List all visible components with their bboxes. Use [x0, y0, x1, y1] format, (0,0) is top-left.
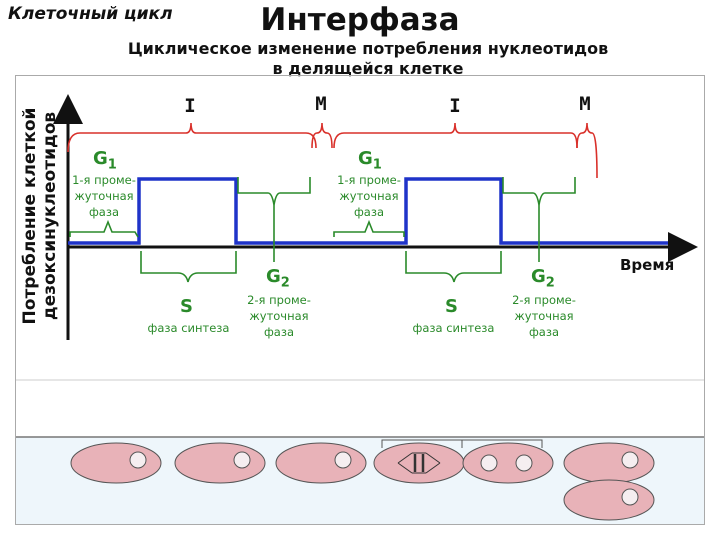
cell-icon — [276, 443, 366, 483]
bracket-mitosis-1 — [312, 123, 332, 148]
bracket-g1-2 — [334, 222, 404, 237]
g2-description-1: 2-я проме- жуточная фаза — [247, 293, 311, 339]
g2-symbol-1: $G_2$ — [266, 266, 290, 291]
bracket-s-1 — [141, 251, 236, 282]
phase-label-m-2: M — [579, 93, 591, 115]
red-brackets — [68, 123, 597, 178]
cells — [71, 443, 654, 520]
subtitle-line-1: Циклическое изменение потребления нуклеотидов — [127, 39, 609, 58]
g2-symbol-2: $G_2$ — [531, 266, 555, 291]
dividing-cell-icon — [374, 443, 464, 483]
y-axis-label — [20, 96, 60, 336]
s-description-2: фаза синтеза — [412, 321, 495, 335]
s-symbol-1: S — [180, 296, 193, 317]
y-axis-label-line-1: Потребление клеткой — [20, 107, 40, 325]
cell-icon — [71, 443, 161, 483]
phase-label-i-2: I — [449, 95, 461, 117]
bracket-g1-1 — [70, 222, 138, 237]
s-description-1: фаза синтеза — [147, 321, 230, 335]
cell-icon — [175, 443, 265, 483]
g1-description-2: 1-я проме- жуточная фаза — [337, 173, 401, 219]
phase-label-m-1: M — [315, 93, 327, 115]
y-axis-label-line-2: дезоксинуклеотидов — [40, 111, 60, 321]
corner-label: Клеточный цикл — [8, 4, 173, 24]
bracket-mitosis-2 — [577, 123, 597, 178]
g1-symbol-1: $G_1$ — [93, 148, 117, 173]
bracket-g2-1 — [238, 177, 310, 205]
bracket-interphase-2 — [334, 123, 577, 148]
s-symbol-2: S — [445, 296, 458, 317]
bracket-s-2 — [406, 251, 501, 282]
x-axis-label: Время — [620, 256, 675, 274]
page-title: Интерфаза — [260, 2, 460, 38]
bracket-g2-2 — [503, 177, 575, 205]
phase-label-i-1: I — [184, 95, 196, 117]
g1-symbol-2: $G_1$ — [358, 148, 382, 173]
subtitle-line-2: в делящейся клетке — [272, 59, 464, 78]
cell-icon — [564, 443, 654, 483]
cell-icon — [463, 443, 553, 483]
g2-description-2: 2-я проме- жуточная фаза — [512, 293, 576, 339]
g1-description-1: 1-я проме- жуточная фаза — [72, 173, 136, 219]
cell-icon — [564, 480, 654, 520]
